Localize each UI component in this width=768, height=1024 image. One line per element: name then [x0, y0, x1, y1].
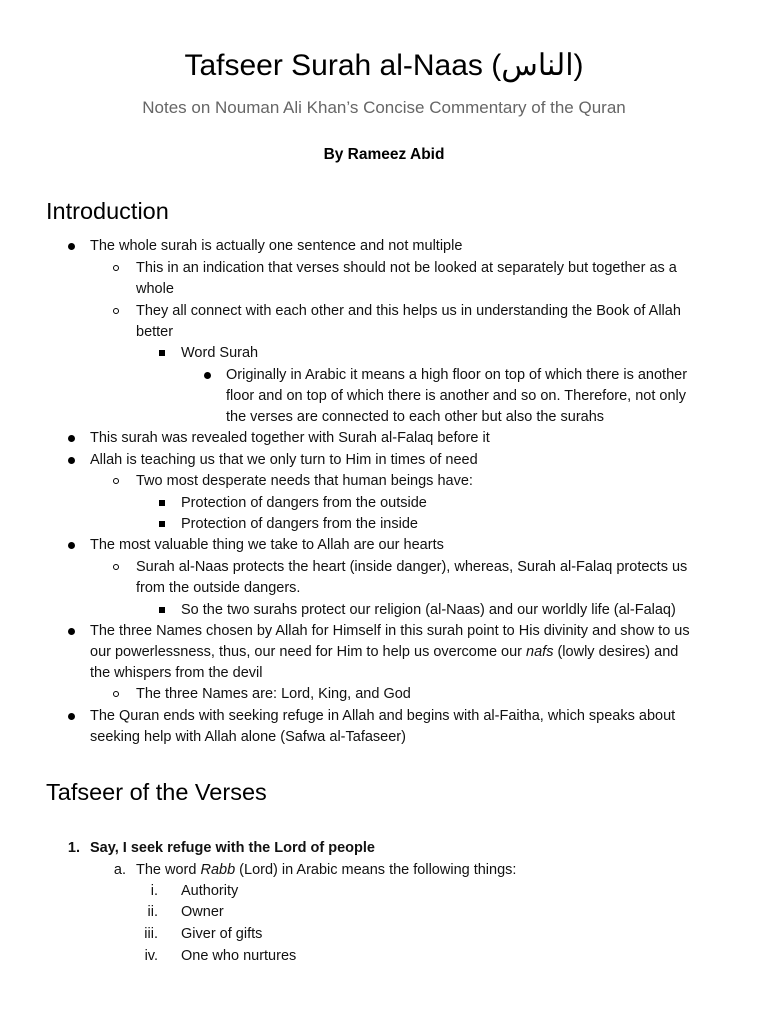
list-item-continuation: seeking help with Allah alone (Safwa al-Tafaseer)	[90, 729, 406, 745]
bullet-circle	[113, 564, 119, 570]
text-run: (Lord) in Arabic means the following things:	[235, 862, 517, 878]
roman-marker: i.	[150, 883, 158, 899]
bullet-circle	[113, 691, 119, 697]
list-item: The three Names are: Lord, King, and God	[136, 686, 411, 702]
verses-heading: Tafseer of the Verses	[46, 779, 267, 805]
roman-marker: iii.	[144, 926, 158, 942]
list-item: The whole surah is actually one sentence and not multiple	[90, 238, 463, 254]
bullet-disc	[68, 457, 75, 464]
list-item: Giver of gifts	[181, 926, 263, 942]
bullet-disc	[204, 372, 211, 379]
text-run: our powerlessness, thus, our need for Him to help us overcome our	[90, 644, 527, 660]
list-item: Protection of dangers from the outside	[181, 495, 427, 511]
verse-title: Say, I seek refuge with the Lord of people	[90, 840, 375, 856]
bullet-disc	[68, 542, 75, 549]
author-line: By Rameez Abid	[323, 146, 445, 163]
list-item: This surah was revealed together with Surah al-Falaq before it	[90, 430, 490, 446]
bullet-circle	[113, 308, 119, 314]
list-item-continuation: floor and on top of which there is another and so on. Therefore, not only	[226, 388, 686, 404]
list-item-continuation: the verses are connected to each other but also the surahs	[226, 409, 605, 425]
roman-marker: ii.	[147, 904, 158, 920]
bullet-disc	[68, 435, 75, 442]
list-item: They all connect with each other and this helps us in understanding the Book of Allah	[136, 303, 681, 319]
bullet-square	[159, 350, 165, 356]
text-run: (lowly desires) and	[553, 644, 679, 660]
list-item: Allah is teaching us that we only turn to Him in times of need	[90, 452, 478, 468]
list-item-continuation	[90, 642, 678, 663]
bullet-disc	[68, 628, 75, 635]
bullet-circle	[113, 265, 119, 271]
list-number: 1.	[67, 840, 80, 856]
list-item-continuation: the whispers from the devil	[90, 665, 263, 681]
introduction-heading: Introduction	[46, 198, 169, 224]
list-item-continuation: better	[136, 324, 174, 340]
list-item-continuation: whole	[136, 281, 174, 297]
page-title: Tafseer Surah al-Naas (الناس)	[184, 49, 584, 82]
page-subtitle: Notes on Nouman Ali Khan’s Concise Commentary of the Quran	[142, 98, 626, 117]
list-item: Surah al-Naas protects the heart (inside danger), whereas, Surah al-Falaq protects us	[136, 559, 688, 575]
text-run: The word	[136, 862, 201, 878]
list-item-continuation: from the outside dangers.	[136, 580, 301, 596]
list-item: Owner	[181, 904, 224, 920]
list-item: So the two surahs protect our religion (al-Naas) and our worldly life (al-Falaq)	[181, 602, 676, 618]
list-item: Authority	[181, 883, 239, 899]
list-item: This in an indication that verses should not be looked at separately but together as a	[136, 260, 677, 276]
list-item: The Quran ends with seeking refuge in Allah and begins with al-Faitha, which speaks about	[90, 708, 676, 724]
bullet-disc	[68, 243, 75, 250]
roman-marker: iv.	[144, 948, 158, 964]
list-item: Originally in Arabic it means a high floor on top of which there is another	[226, 367, 688, 383]
bullet-square	[159, 607, 165, 613]
list-item: Two most desperate needs that human beings have:	[136, 473, 473, 489]
emphasis-nafs: nafs	[526, 644, 554, 660]
list-letter: a.	[113, 862, 126, 878]
bullet-square	[159, 500, 165, 506]
bullet-circle	[113, 478, 119, 484]
list-item	[136, 860, 516, 881]
list-item: One who nurtures	[181, 948, 297, 964]
emphasis-rabb: Rabb	[200, 862, 236, 878]
list-item: Word Surah	[181, 345, 259, 361]
list-item: The most valuable thing we take to Allah are our hearts	[90, 537, 444, 553]
list-item: Protection of dangers from the inside	[181, 516, 418, 532]
list-item: The three Names chosen by Allah for Himself in this surah point to His divinity and show to us	[90, 623, 690, 639]
bullet-square	[159, 521, 165, 527]
bullet-disc	[68, 713, 75, 720]
